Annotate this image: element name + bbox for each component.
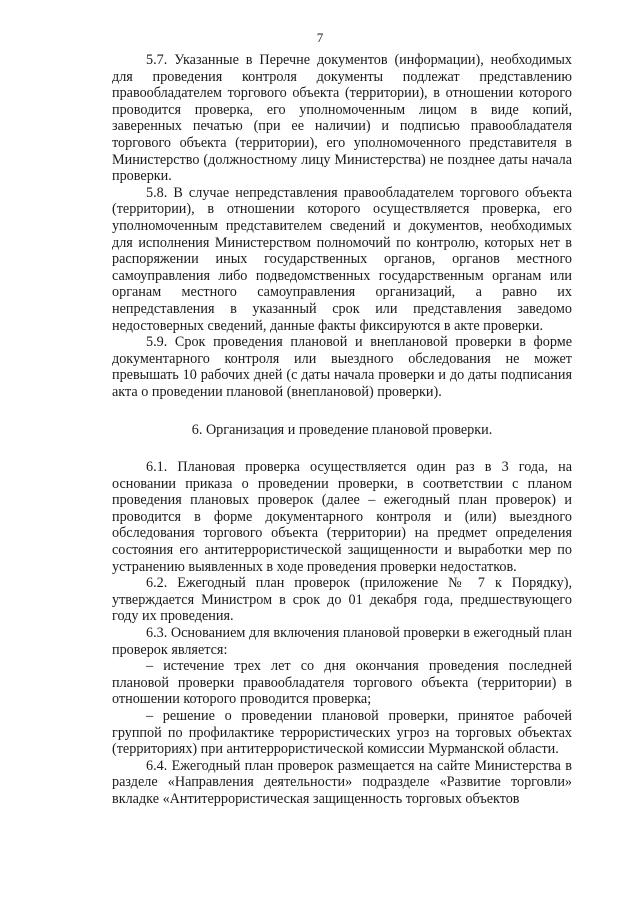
paragraph-5-7: 5.7. Указанные в Перечне документов (информации), необходимых для проведения контроля документы подлежат представлению правообладателем торгового объекта (территории), в отношении которого проводится проверка, его уполномоченным лицом в виде копий, заверенных печатью (при ее наличии) и подписью правообладателя торгового объекта (территории), его уполномоченного представителя в Министерство (должностному лицу Министерства) не позднее даты начала проверки. bbox=[112, 52, 572, 185]
paragraph-6-2: 6.2. Ежегодный план проверок (приложение № 7 к Порядку), утверждается Министром в срок до 01 декабря года, предшествующего году их проведения. bbox=[112, 575, 572, 625]
list-item-dash-2: – решение о проведении плановой проверки, принятое рабочей группой по профилактике террористических угроз на торговых объектах (территориях) при антитеррористической комиссии Мурманской области. bbox=[112, 707, 572, 758]
page-number: 7 bbox=[316, 30, 324, 45]
paragraph-6-1: 6.1. Плановая проверка осуществляется один раз в 3 года, на основании приказа о проведении проверки, в соответствии с планом проведения плановых проверок (далее – ежегодный план проверок) и проводится в форме документарного контроля и (или) выездного обследования торгового объекта (территории) на предмет определения состояния его антитеррористической защищенности и выработки мер по устранению выявленных в ходе проведения проверки недостатков. bbox=[112, 459, 572, 575]
paragraph-5-8: 5.8. В случае непредставления правообладателем торгового объекта (территории), в отношении которого осуществляется проверка, его уполномоченным представителем сведений и документов, необходимых для исполнения Министерством полномочий по контролю, которых нет в распоряжении иных государственных органов, органов местного самоуправления либо подведомственных государственным органам или органам местного самоуправления организаций, а равно их непредставления в указанный срок или представления заведомо недостоверных сведений, данные факты фиксируются в акте проверки. bbox=[112, 184, 572, 334]
document-body bbox=[112, 52, 572, 808]
paragraph-5-9: 5.9. Срок проведения плановой и внеплановой проверки в форме документарного контроля или выездного обследования не может превышать 10 рабочих дней (с даты начала проверки и до даты подписания акта о проведении плановой (внеплановой) проверки). bbox=[112, 334, 572, 400]
paragraph-6-3: 6.3. Основанием для включения плановой проверки в ежегодный план проверок является: bbox=[112, 625, 572, 658]
section-heading-6: 6. Организация и проведение плановой проверки. bbox=[191, 422, 493, 439]
list-item-dash-1: – истечение трех лет со дня окончания проведения последней плановой проверки правообладателя торгового объекта (территории) в отношении которого проводится проверка; bbox=[112, 658, 572, 708]
paragraph-6-4: 6.4. Ежегодный план проверок размещается на сайте Министерства в разделе «Направления деятельности» подразделе «Развитие торговли» вкладке «Антитеррористическая защищенность торговых объектов bbox=[112, 757, 572, 807]
